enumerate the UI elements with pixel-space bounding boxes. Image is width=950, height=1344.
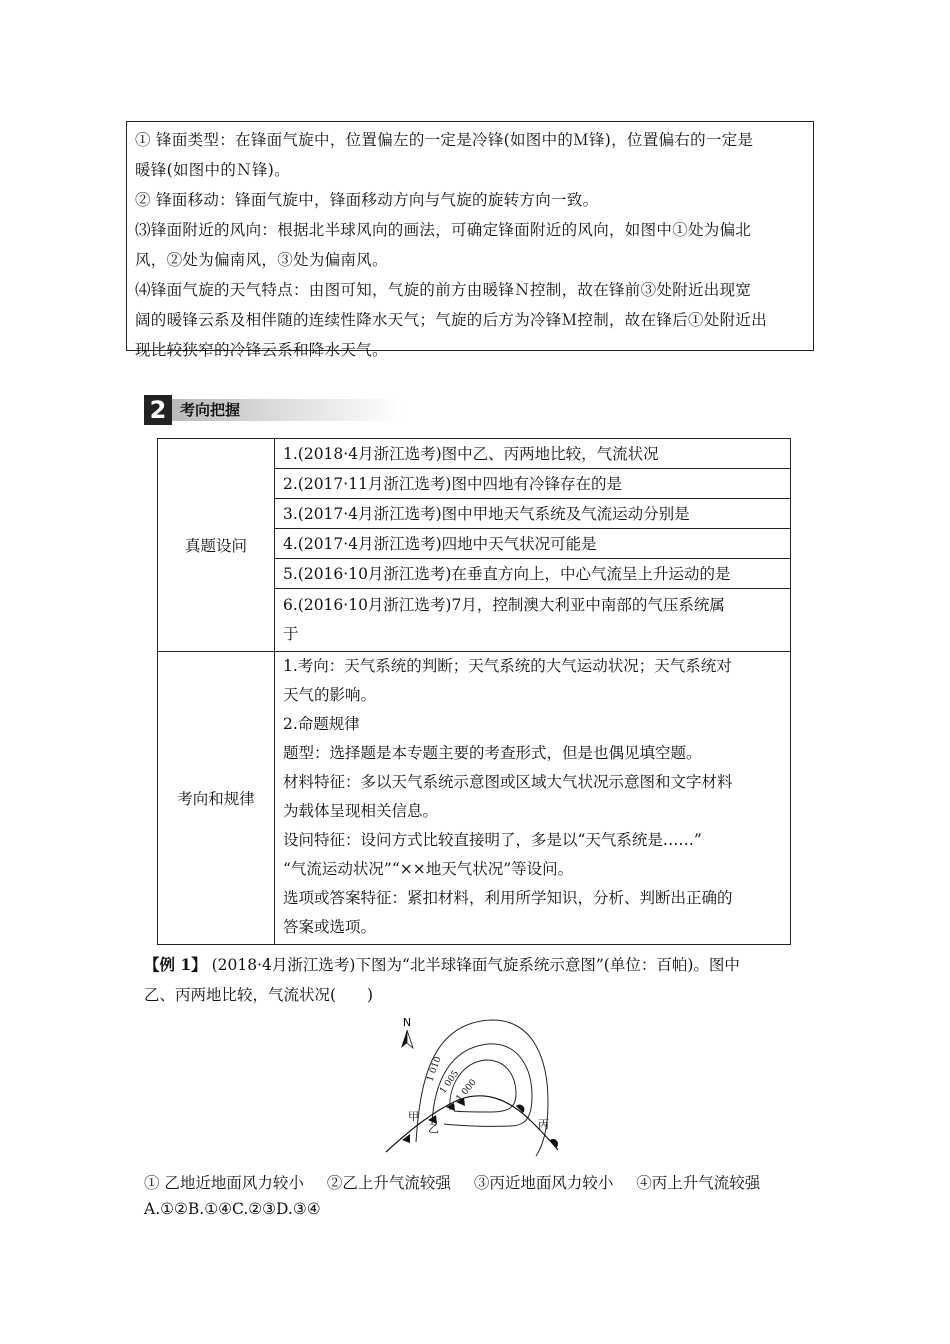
text-line: 答案或选项。 xyxy=(283,918,377,936)
text-line: 为载体呈现相关信息。 xyxy=(283,802,439,820)
question-item: 2.(2017·11月浙江选考)图中四地有冷锋存在的是 xyxy=(275,469,791,499)
example-text: (2018·4月浙江选考)下图为“北半球锋面气旋系统示意图”(单位：百帕)。图中 xyxy=(206,956,740,974)
answer-choices: A.①②B.①④C.②③D.③④ xyxy=(144,1200,321,1218)
place-label-yi: 乙 xyxy=(428,1122,439,1135)
example-question xyxy=(144,950,804,1010)
text-line: 6.(2016·10月浙江选考)7月，控制澳大利亚中南部的气压系统属 xyxy=(283,596,725,614)
example-tag: 【例 1】 xyxy=(144,955,207,974)
text-line: 选项或答案特征：紧扣材料，利用所学知识，分析、判断出正确的 xyxy=(283,889,733,907)
text-line: 1.考向：天气系统的判断；天气系统的大气运动状况；天气系统对 xyxy=(283,657,732,675)
front-cyclone-figure xyxy=(380,1012,580,1162)
north-arrow-outline xyxy=(407,1030,413,1048)
text-line: 设问特征：设问方式比较直接明了，多是以“天气系统是……” xyxy=(283,831,702,849)
north-arrow xyxy=(401,1016,413,1048)
warm-front-semicircle xyxy=(550,1139,558,1148)
place-label-jia: 甲 xyxy=(408,1110,419,1123)
rules-label: 考向和规律 xyxy=(158,652,275,945)
text-line: 材料特征：多以天气系统示意图或区域大气状况示意图和文字材料 xyxy=(283,773,733,791)
text-line: 题型：选择题是本专题主要的考查形式，但是也偶见填空题。 xyxy=(283,744,702,762)
text-line: ⑶锋面附近的风向：根据北半球风向的画法，可确定锋面附近的风向，如图中①处为偏北 xyxy=(135,221,752,239)
zhenti-label: 真题设问 xyxy=(158,439,275,652)
isobar-1010 xyxy=(416,1020,548,1156)
text-line: 2.命题规律 xyxy=(283,715,360,733)
section-title: 考向把握 xyxy=(172,399,402,421)
option: ③丙近地面风力较小 xyxy=(473,1174,614,1192)
option: ① 乙地近地面风力较小 xyxy=(144,1174,304,1192)
cold-front-triangle xyxy=(402,1134,410,1143)
text-line: ② 锋面移动：锋面气旋中，锋面移动方向与气旋的旋转方向一致。 xyxy=(135,191,599,209)
text-line: 现比较狭窄的冷锋云系和降水天气。 xyxy=(135,341,388,359)
text-line: 暖锋(如图中的Ｎ锋)。 xyxy=(135,161,290,179)
isobar-label-1005: 1 005 xyxy=(438,1068,462,1096)
text-line: 天气的影响。 xyxy=(283,686,377,704)
question-item: 5.(2016·10月浙江选考)在垂直方向上，中心气流呈上升运动的是 xyxy=(275,559,791,589)
north-arrow-fill xyxy=(401,1030,407,1048)
text-line: 阔的暖锋云系及相伴随的连续性降水天气；气旋的后方为冷锋Ｍ控制，故在锋后①处附近出 xyxy=(135,311,768,329)
example-text: 乙、丙两地比较，气流状况( ) xyxy=(144,986,374,1004)
text-line: ① 锋面类型：在锋面气旋中，位置偏左的一定是冷锋(如图中的Ｍ锋)，位置偏右的一定是 xyxy=(135,131,754,149)
option: ②乙上升气流较强 xyxy=(326,1174,451,1192)
question-item: 1.(2018·4月浙江选考)图中乙、丙两地比较，气流状况 xyxy=(275,439,791,469)
rules-cell xyxy=(275,652,791,945)
text-line: 于 xyxy=(283,625,299,643)
isobar-label-1000: 1 000 xyxy=(454,1077,479,1104)
isobar-label-1010: 1 010 xyxy=(425,1055,444,1084)
isobar-1000 xyxy=(450,1060,516,1112)
section-number: 2 xyxy=(144,395,172,425)
option: ④丙上升气流较强 xyxy=(636,1174,761,1192)
options-line xyxy=(144,1168,778,1198)
question-item xyxy=(275,589,791,652)
text-line: 风，②处为偏南风，③处为偏南风。 xyxy=(135,251,388,269)
question-item: 3.(2017·4月浙江选考)图中甲地天气系统及气流运动分别是 xyxy=(275,499,791,529)
exam-direction-table xyxy=(157,438,791,945)
question-item: 4.(2017·4月浙江选考)四地中天气状况可能是 xyxy=(275,529,791,559)
place-label-bing: 丙 xyxy=(538,1118,549,1131)
front-explanation-box xyxy=(126,121,814,359)
text-line: “气流运动状况”“××地天气状况”等设问。 xyxy=(283,860,574,878)
text-line: ⑷锋面气旋的天气特点：由图可知，气旋的前方由暖锋Ｎ控制，故在锋前③处附近出现宽 xyxy=(135,281,752,299)
north-label: N xyxy=(402,1016,412,1029)
front-line xyxy=(386,1096,558,1152)
